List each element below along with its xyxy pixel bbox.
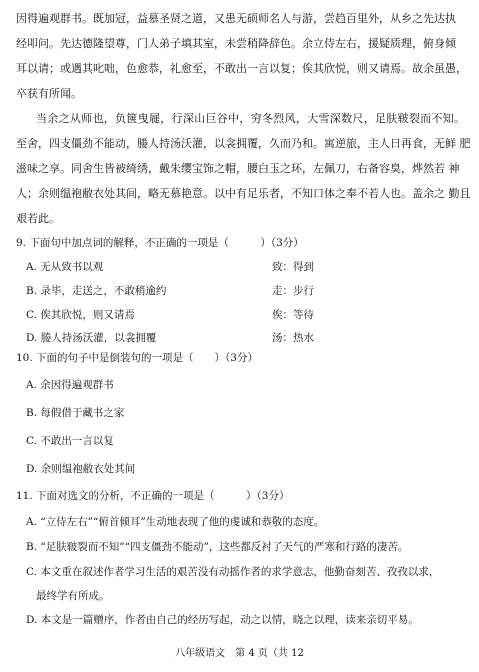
question-9-stem: 9. 下面句中加点词的解释，不正确的一项是（ ）（3分） — [16, 237, 304, 249]
passage-line: 耳以请；或遇其叱咄，色愈恭，礼愈至，不敢出一言以复；俟其欣悦，则又请焉。故余虽愚， — [16, 62, 467, 75]
passage-line: 因得遍观群书。既加冠，益慕圣贤之道，又患无硕师名人与游，尝趋百里外，从乡之先达执 — [16, 12, 456, 25]
q9-gloss-c: 俟：等待 — [272, 309, 314, 321]
page-footer: 八年级语文 第 4 页（共 12 — [175, 648, 304, 659]
q11-option-c-cont: 最终学有所成。 — [36, 590, 110, 602]
q11-option-b: B. “足肤皲裂而不知”“四支僵劲不能动”，这些都反衬了天气的严寒和行路的凄苦。 — [26, 541, 409, 553]
q9-option-c: C. 俟其欣悦，则又请焉 — [26, 309, 135, 321]
passage-line: 卒获有所闻。 — [16, 87, 82, 100]
q10-option-b: B. 每假借于藏书之家 — [26, 407, 125, 419]
passage-line: 至舍，四支僵劲不能动，媵人持汤沃灌，以衾拥覆，久而乃和。寓逆旅，主人日再食，无鲜 肥 — [16, 137, 471, 150]
q9-option-a: A. 无从致书以观 — [26, 261, 104, 273]
q9-gloss-d: 汤：热水 — [272, 332, 314, 344]
q10-option-c: C. 不敢出一言以复 — [26, 435, 114, 447]
question-10-stem: 10. 下面的句子中是倒装句的一项是（ ）（3分） — [16, 352, 258, 364]
q10-option-a: A. 余因得遍观群书 — [26, 379, 114, 391]
q11-option-d: D. 本文是一篇赠序，作者由自己的经历写起，动之以情，晓之以理，读来亲切平易。 — [26, 614, 419, 626]
q9-option-d: D. 媵人持汤沃灌，以衾拥覆 — [26, 332, 157, 344]
passage-line: 艰若此。 — [16, 212, 60, 225]
q11-option-a: A. “立侍左右”“俯首倾耳”生动地表现了他的虔诚和恭敬的态度。 — [26, 516, 325, 528]
passage-line: 当余之从师也，负箧曳屣，行深山巨谷中，穷冬烈风，大雪深数尺，足肤皲裂而不知。 — [36, 112, 466, 125]
q9-gloss-b: 走：步行 — [272, 285, 314, 297]
passage-line: 经叩问。先达德隆望尊，门人弟子填其室，未尝稍降辞色。余立侍左右，援疑质理，俯身倾 — [16, 37, 456, 50]
q10-option-d: D. 余则缊袍敝衣处其间 — [26, 463, 136, 475]
q9-gloss-a: 致：得到 — [272, 261, 314, 273]
q11-option-c: C. 本文重在叙述作者学习生活的艰苦没有动摇作者的求学意志，他勤奋刻苦、孜孜以求， — [26, 566, 440, 578]
passage-line: 滋味之享。同舍生皆被绮绣，戴朱缨宝饰之帽，腰白玉之环，左佩刀，右备容臭，烨然若 神 — [16, 162, 460, 175]
q9-option-b: B. 录毕，走送之，不敢稍逾约 — [26, 285, 167, 297]
question-11-stem: 11. 下面对选文的分析，不正确的一项是（ ）（3分） — [16, 490, 290, 502]
passage-line: 人；余则缊袍敝衣处其间，略无慕艳意。以中有足乐者，不知口体之奉不若人也。盖余之 勤且 — [16, 187, 471, 200]
